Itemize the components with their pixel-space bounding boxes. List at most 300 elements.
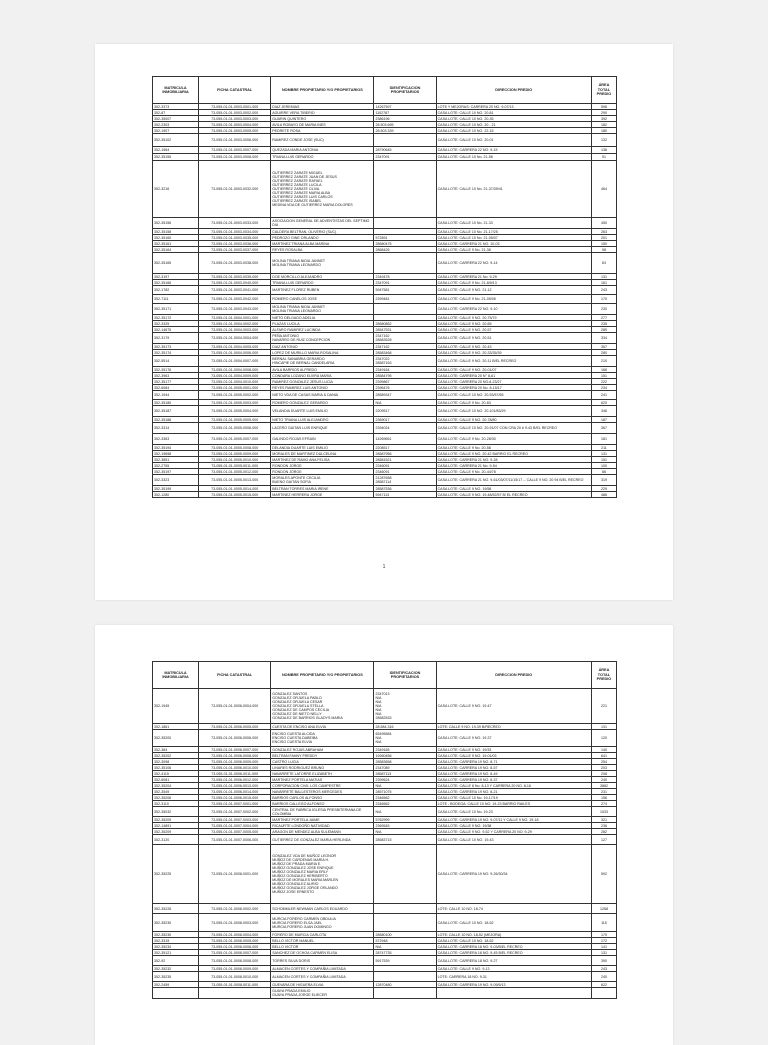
- cell-nombre: REYES RAMIREZ LUIS ANTONIO: [271, 385, 374, 391]
- cell-ficha: 73-055-01-01-0003-0032-000: [199, 161, 271, 218]
- cell-matricula: 352-35200: [153, 730, 199, 747]
- cell-area: 641: [591, 753, 616, 759]
- table-row: [153, 356, 617, 367]
- cell-identificacion: 2346091: [374, 469, 436, 475]
- cell-ficha: 73-055-01-01-0005-0010-000: [199, 457, 271, 463]
- cell-identificacion: N/A: [374, 400, 436, 406]
- cell-direccion: CASA LOTE: CALLE 9 NO. 19/58: [436, 486, 591, 492]
- cell-matricula: 352-35174: [153, 350, 199, 356]
- table-row: [153, 218, 617, 229]
- cell-nombre: PEDRETE ROSA: [271, 128, 374, 134]
- cell-direccion: CASA LOTE: CARRERA 21 NO. 9-61/03/07/11/15/17 -- CALLE 9 NO. 20 94 B/EL RECREO: [436, 475, 591, 486]
- cell-direccion: CASA LOTE: CARRERA 22 NO. 9-10: [436, 304, 591, 315]
- cell-matricula: 352-3120: [153, 835, 199, 845]
- cell-identificacion: 2347089: [374, 765, 436, 771]
- cell-area: 596: [591, 104, 616, 110]
- cell-identificacion: 12870480: [374, 982, 436, 988]
- cell-identificacion: 572948: [374, 938, 436, 944]
- cell-direccion: CASA LOTE: CALLE 9 NO. 20-51: [436, 333, 591, 344]
- table-header-row: [153, 662, 617, 689]
- cell-ficha: 73-055-01-01-0006-0005-000: [199, 724, 271, 730]
- cell-nombre: AVILA BARRIOS ALFREDO: [271, 367, 374, 373]
- cell-identificacion: 2347162: [374, 344, 436, 350]
- cell-direccion: CASA LOTE: CALLE 9 No. 21-05/06: [436, 295, 591, 304]
- cell-ficha: 73-055-01-01-0003-0002-000: [199, 110, 271, 116]
- cell-matricula: 352-35106: [153, 765, 199, 771]
- cell-direccion: CASA LOTE: CARRERA 21 NO. 10-03: [436, 241, 591, 247]
- cell-direccion: CASA LOTE: CALLE 10 No. 21-33: [436, 218, 591, 229]
- cell-identificacion: N/A: [374, 807, 436, 817]
- cell-nombre: LOPEZ DE MURILLO MARIA ROSALINA: [271, 350, 374, 356]
- cell-direccion: CASA LOTE: CALLE 9 No. 20-28/30: [436, 434, 591, 445]
- cell-ficha: 73-055-01-01-0008-0001-000: [199, 845, 271, 904]
- cell-identificacion: 28.584.316: [374, 724, 436, 730]
- cell-identificacion: 28790645: [374, 147, 436, 154]
- cell-direccion: CASA LOTE: CALLE 10 NO. 18-52: [436, 938, 591, 944]
- cell-direccion: CASA LOTE: CALLE 10 NO. 20-101/83/29: [436, 406, 591, 417]
- cell-ficha: 73-055-01-01-0004-0010-000: [199, 379, 271, 385]
- cell-identificacion: [374, 253, 436, 274]
- cell-direccion: CASA LOTE: CALLE 10 NO. 20-35: [436, 116, 591, 122]
- cell-identificacion: 5917539: [374, 956, 436, 966]
- cell-identificacion: 2347091: [374, 154, 436, 161]
- cell-matricula: 352-35234: [153, 944, 199, 950]
- cell-area: 115: [591, 914, 616, 932]
- cell-identificacion: 2369545: [374, 823, 436, 829]
- cell-nombre: SCHOMMLER NEWMAN CARLOS EDUARDO: [271, 904, 374, 914]
- cell-area: 211: [591, 445, 616, 451]
- cell-matricula: 352-2459: [153, 982, 199, 988]
- cell-matricula: 352-35155: [153, 154, 199, 161]
- cell-matricula: 352-35176: [153, 367, 199, 373]
- cell-area: 277: [591, 315, 616, 321]
- cell-ficha: 73-055-01-01-0004-0009-000: [199, 373, 271, 379]
- cell-nombre: TRIANA LUIS GERARDO: [271, 154, 374, 161]
- cell-ficha: 73-055-01-01-0003-0008-000: [199, 154, 271, 161]
- cell-direccion: CASA LOTE: CALLE 9 NO. 19/33: [436, 747, 591, 753]
- table-row: [153, 154, 617, 161]
- cell-nombre: BELLO VICTOR MANUEL: [271, 938, 374, 944]
- cell-matricula: 352-3319: [153, 938, 199, 944]
- cell-ficha: 73-055-01-01-0007-0001-000: [199, 801, 271, 807]
- cell-matricula: 352-35032: [153, 807, 199, 817]
- cell-nombre: TRIANA LUIS GERARDO: [271, 280, 374, 286]
- cell-matricula: 352-35206: [153, 795, 199, 801]
- cell-nombre: BARRIOS CARLOS ALFONSO: [271, 795, 374, 801]
- cell-area: 100: [591, 463, 616, 469]
- cell-area: 231: [591, 789, 616, 795]
- cell-matricula: 352-35230: [153, 932, 199, 938]
- cell-nombre: ALMACEN CORTES Y COMPAÑIA LIMITADA: [271, 966, 374, 972]
- cell-matricula: 352-19698: [153, 451, 199, 457]
- cell-nombre: PEÑA ANTONIO NAVARRO DE RUIZ CONCEPCION: [271, 333, 374, 344]
- cell-ficha: 73-055-01-01-0007-0005-000: [199, 829, 271, 835]
- header-matricula: MATRICULA INMOBILIARIA: [153, 77, 199, 104]
- table-row: [153, 286, 617, 295]
- cell-matricula: 352-2303: [153, 122, 199, 128]
- cell-direccion: CASA LOTE: CARRERA 19 NO. 8-21: [436, 789, 591, 795]
- cell-identificacion: 2394024: [374, 423, 436, 434]
- table-row: [153, 807, 617, 817]
- cell-area: 187: [591, 417, 616, 423]
- cell-matricula: 352-35204: [153, 783, 199, 789]
- header-ficha: FICHA CATASTRAL: [199, 77, 271, 104]
- cell-ficha: 73-055-01-01-0004-0002-000: [199, 321, 271, 327]
- cell-direccion: CASA LOTE: CALLE 9 NO. 19-48/52/57 B/ EL RECREO: [436, 492, 591, 498]
- cell-matricula: 352-3179: [153, 333, 199, 344]
- cell-identificacion: 2346562: [374, 795, 436, 801]
- cell-nombre: MURCIA FORERO CARMEN OBDULIA MURCIA FORERO ELSA JAEL MURCIA FORERO JUAN DOMINGO: [271, 914, 374, 932]
- cell-ficha: 73-055-01-01-0006-0010-000: [199, 765, 271, 771]
- cell-ficha: 73-055-01-01-0005-0011-000: [199, 463, 271, 469]
- cell-matricula: 352-35164: [153, 247, 199, 253]
- cell-area: 240: [591, 777, 616, 783]
- cell-identificacion: 28583658: [374, 759, 436, 765]
- cell-ficha: 73-055-01-01-0004-0004-000: [199, 333, 271, 344]
- table-row: [153, 492, 617, 498]
- cell-area: 182: [591, 122, 616, 128]
- cell-area: 181: [591, 434, 616, 445]
- cell-direccion: CASA LOTE: CARRERA 19 NO. 9-07/11 Y CALLE 9 NO. 19-18: [436, 817, 591, 823]
- cell-area: 141: [591, 944, 616, 950]
- cell-nombre: ARAGON DE MENDEZ ALBA SULEMANN: [271, 829, 374, 835]
- cell-area: 243: [591, 966, 616, 972]
- cell-matricula: 352-35158: [153, 229, 199, 235]
- cell-identificacion: 572891: [374, 235, 436, 241]
- header-matricula: MATRICULA INMOBILIARIA: [153, 662, 199, 689]
- cell-identificacion: [374, 161, 436, 218]
- cell-ficha: 73-055-01-01-0003-0042-000: [199, 295, 271, 304]
- cell-ficha: 73-055-01-01-0003-0040-000: [199, 280, 271, 286]
- cell-ficha: 73-055-01-01-0008-0011-000: [199, 982, 271, 988]
- cell-area: 620: [591, 400, 616, 406]
- table-row: [153, 253, 617, 274]
- cell-area: 274: [591, 801, 616, 807]
- cell-area: 131: [591, 724, 616, 730]
- cell-direccion: CASA LOTE: CALLE 10 NO. 20 - 21: [436, 122, 591, 128]
- cell-ficha: 73-055-01-01-0003-0041-000: [199, 286, 271, 295]
- cell-identificacion: N/A: [374, 783, 436, 789]
- cell-matricula: 352-4115: [153, 771, 199, 777]
- cell-identificacion: 2396476: [374, 385, 436, 391]
- cell-ficha: 73-055-01-01-0003-0033-000: [199, 218, 271, 229]
- cell-nombre: GONZALEZ ROJAS ABRAHAM: [271, 747, 374, 753]
- cell-nombre: MARTINEZ TRIANA ALBA MARINA: [271, 241, 374, 247]
- cell-ficha: 73-055-01-01-0005-0009-000: [199, 451, 271, 457]
- cell-direccion: LOTE: CALLE 10 NO. 18-74: [436, 904, 591, 914]
- cell-identificacion: 2208517: [374, 445, 436, 451]
- table-row: [153, 161, 617, 218]
- cell-identificacion: [374, 972, 436, 982]
- cell-matricula: 352-35235: [153, 972, 199, 982]
- cell-matricula: 352-35230: [153, 914, 199, 932]
- cell-area: 240: [591, 972, 616, 982]
- cell-ficha: 73-055-01-01-0007-0003-000: [199, 817, 271, 823]
- cell-ficha: 73-055-01-01-0008-0005-000: [199, 938, 271, 944]
- cell-direccion: CASA LOTE: CALLE 10 No. 19-17/19: [436, 795, 591, 801]
- cell-nombre: GONZALEZ VDA DE MUÑOZ LEONOR MUÑOZ DE CARDENAS MARIA H. MUÑOZ DE PRADA MARIA E. MUÑOZ GONZALEZ JOSE ENRIQUE MUÑOZ GONZALEZ MARIA ERLY MUÑOZ GONZALEZ HERIBERTO MUÑOZ DE MORALES MARIA MARLEN MUÑOZ GONZALEZ ALIRIO MUÑOZ GONZALEZ JORGE ORLANDO MUÑOZ JOSE ERNESTO: [271, 845, 374, 904]
- property-table-page-2: [152, 661, 617, 999]
- cell-nombre: GUARIN QUINTERO: [271, 116, 374, 122]
- cell-direccion: CASA LOTE: CALLE 9 NO. 20-42 BARRIO EL RECREO: [436, 451, 591, 457]
- cell-ficha: 73-055-01-01-0004-0008-000: [199, 367, 271, 373]
- cell-direccion: LOTE: CALLE 10 NO. 18-52 (MEJORA): [436, 932, 591, 938]
- table-row: [153, 304, 617, 315]
- cell-direccion: CASA LOTE: CALLE 9 NO. 19-47: [436, 689, 591, 724]
- header-area: ÁREA TOTAL PREDIO: [591, 77, 616, 104]
- cell-matricula: 352-35177: [153, 379, 199, 385]
- cell-direccion: CASA LOTE: CALLE 8 No. 8-13 Y CARRERA 20 NO. 8-16: [436, 783, 591, 789]
- cell-matricula: 352-384: [153, 747, 199, 753]
- cell-direccion: CASA LOTE: CALLE 9 NO. 19/38: [436, 823, 591, 829]
- cell-nombre: GUTIERREZ DE GONZALEZ MARIA HERLINDA: [271, 835, 374, 845]
- cell-identificacion: [374, 904, 436, 914]
- cell-ficha: 73-055-01-01-0005-0003-000: [199, 400, 271, 406]
- cell-direccion: CASA LOTE: CALLE 10 NO. 22-15: [436, 128, 591, 134]
- table-row: [153, 434, 617, 445]
- cell-ficha: 73-055-01-01-0005-0006-000: [199, 423, 271, 434]
- cell-area: 208: [591, 771, 616, 777]
- cell-direccion: CASA LOTE: CARRERA 21 No. 9-54: [436, 463, 591, 469]
- cell-direccion: CASA LOTE: CARRERA 19 NO. 8-71: [436, 759, 591, 765]
- cell-ficha: 73-055-01-01-0008-0008-000: [199, 956, 271, 966]
- cell-ficha: 73-055-01-01-0008-0004-000: [199, 932, 271, 938]
- cell-matricula: 352-35173: [153, 344, 199, 350]
- cell-ficha: 73-055-01-01-0006-0008-000: [199, 753, 271, 759]
- cell-nombre: MOLINA TRIANA NIDIA JANNET MOLINA TRIANA LEONARDO: [271, 304, 374, 315]
- cell-identificacion: 28.503.695: [374, 122, 436, 128]
- cell-nombre: MORALES DE MARTINEZ DULCELINA: [271, 451, 374, 457]
- table-row: [153, 147, 617, 154]
- cell-matricula: 352-35225: [153, 845, 199, 904]
- cell-identificacion: 28587536: [374, 486, 436, 492]
- cell-area: 161: [591, 280, 616, 286]
- cell-matricula: 352-35160: [153, 235, 199, 241]
- cell-ficha: 73-055-01-01-0005-0007-000: [199, 434, 271, 445]
- cell-nombre: CONDARA LOZANO ELVIRA MARIA: [271, 373, 374, 379]
- cell-identificacion: 2386196: [374, 116, 436, 122]
- cell-area: 234: [591, 385, 616, 391]
- cell-matricula: 352-35166: [153, 280, 199, 286]
- cell-nombre: ENCISO CUESTA ALCIDA ENCISO CUESTA DABEIBA ENCISO CUESTA ELVIA: [271, 730, 374, 747]
- cell-matricula: 352-35187: [153, 406, 199, 417]
- cell-area: 170: [591, 932, 616, 938]
- cell-direccion: LOTE Y MEJORAS: CARRERA 20 NO. 9-07/13: [436, 104, 591, 110]
- cell-direccion: CASA LOTE: CARRERA 19 NO. 8-57: [436, 765, 591, 771]
- cell-nombre: MOLINA TRIANA NIDIA JANNET MOLINA TRIANA LEONARDO: [271, 253, 374, 274]
- cell-identificacion: 28580852: [374, 321, 436, 327]
- cell-matricula: 352-92: [153, 956, 199, 966]
- cell-matricula: 352-87: [153, 110, 199, 116]
- cell-direccion: CASA LOTE: CARRERA 20 NO.8-23/27: [436, 379, 591, 385]
- cell-area: 132: [591, 134, 616, 147]
- cell-ficha: 73-055-01-01-0003-0005-000: [199, 128, 271, 134]
- cell-area: 592: [591, 845, 616, 904]
- cell-identificacion: [374, 304, 436, 315]
- cell-area: 230: [591, 304, 616, 315]
- cell-identificacion: 5762999: [374, 817, 436, 823]
- cell-matricula: 352-35197: [153, 469, 199, 475]
- cell-area: 390: [591, 956, 616, 966]
- cell-area: 357: [591, 344, 616, 350]
- cell-area: 172: [591, 938, 616, 944]
- cell-direccion: CASA LOTE: CALLE 9 NO. 20-57: [436, 327, 591, 333]
- cell-nombre: DELANDIA DUARTE LUIS EMILIO: [271, 445, 374, 451]
- cell-area: 464: [591, 161, 616, 218]
- cell-ficha: 73-055-01-01-0008-0003-000: [199, 914, 271, 932]
- cell-identificacion: 14267597: [374, 104, 436, 110]
- cell-direccion: LOTE: CALLE 9 NO. 19-39 B/RECREO: [436, 724, 591, 730]
- cell-identificacion: 2399481: [374, 295, 436, 304]
- cell-nombre: MARTINEZ HERRERA JORGE: [271, 492, 374, 498]
- cell-identificacion: 65495584 N/A N/A: [374, 730, 436, 747]
- cell-area: 334: [591, 333, 616, 344]
- cell-matricula: 352-1945: [153, 689, 199, 724]
- cell-direccion: CASA LOTE: CALLE 10 No. 21-37/39/41: [436, 161, 591, 218]
- cell-direccion: CASA LOTE: CALLE 10 No. 21-05/07: [436, 235, 591, 241]
- cell-nombre: BELTRAN TORRES MARIA IRENE: [271, 486, 374, 492]
- cell-identificacion: 28584795: [374, 373, 436, 379]
- cell-identificacion: 28581521: [374, 457, 436, 463]
- cell-area: 127: [591, 835, 616, 845]
- cell-identificacion: 14269651: [374, 434, 436, 445]
- cell-matricula: 352-3216: [153, 161, 199, 218]
- cell-matricula: 352-35121: [153, 950, 199, 956]
- cell-direccion: CASA LOTE: CALLE 9 NO. 20-75/79: [436, 315, 591, 321]
- cell-matricula: 352-3323: [153, 475, 199, 486]
- cell-identificacion: 21287658 28587114: [374, 475, 436, 486]
- cell-direccion: LOTE: CARRERA 18 NO. 9-31: [436, 972, 591, 982]
- header-direccion: DIRECCION PREDIO: [436, 77, 591, 104]
- cell-matricula: 352-35102: [153, 134, 199, 147]
- cell-matricula: 352-3098: [153, 759, 199, 765]
- page-number: 1: [382, 564, 386, 570]
- cell-direccion: CASA LOTE: CALLE 10 NO. 18-52: [436, 914, 591, 932]
- cell-area: 367: [591, 423, 616, 434]
- cell-identificacion: 2399867: [374, 379, 436, 385]
- header-direccion: DIRECCION PREDIO: [436, 662, 591, 689]
- cell-identificacion: 28587956: [374, 451, 436, 457]
- cell-identificacion: 2349478: [374, 274, 436, 280]
- cell-area: 136: [591, 147, 616, 154]
- cell-ficha: 73-055-01-01-0004-0001-000: [199, 315, 271, 321]
- cell-nombre: PLAZAS LUCILA: [271, 321, 374, 327]
- cell-matricula: 352-7111: [153, 295, 199, 304]
- cell-area: 319: [591, 475, 616, 486]
- cell-identificacion: 28580100: [374, 932, 436, 938]
- cell-matricula: 352-6081: [153, 777, 199, 783]
- cell-nombre: MARTINEZ DE RAMO ANA FELISA: [271, 457, 374, 463]
- cell-direccion: CASA LOTE: CARRERA 18 NO. 9-03/B/EL RECREO: [436, 944, 591, 950]
- cell-nombre: CUESTA DE ENCISO ANA ELVIA: [271, 724, 374, 730]
- table-row: [153, 333, 617, 344]
- cell-direccion: CASA LOTE: CARRERA 20 N° 8-61: [436, 373, 591, 379]
- cell-area: 392: [591, 116, 616, 122]
- cell-nombre: BERNAL SANABRIA GERARDO HINCAPIE DE BERNAL CANDELARIA: [271, 356, 374, 367]
- cell-area: 263: [591, 229, 616, 235]
- cell-direccion: CASA LOTE: CARRERA 19 NO. 8-49: [436, 771, 591, 777]
- cell-nombre: RONDON JORGE: [271, 469, 374, 475]
- cell-area: 280: [591, 350, 616, 356]
- cell-ficha: 73-055-01-01-0008-0007-000: [199, 950, 271, 956]
- cell-direccion: CASA LOTE: CALLE 10 No. 21-17/25: [436, 229, 591, 235]
- cell-ficha: 73-055-01-01-0003-0003-000: [199, 116, 271, 122]
- cell-ficha: 73-055-01-01-0008-0002-000: [199, 904, 271, 914]
- cell-matricula: 352-35172: [153, 315, 199, 321]
- cell-ficha: 73-055-01-01-0005-0001-000: [199, 385, 271, 391]
- table-body-page-2: [153, 689, 617, 999]
- cell-matricula: 352-35199: [153, 486, 199, 492]
- cell-nombre: TORRES SILVA DORIS: [271, 956, 374, 966]
- document-page-2: [95, 625, 673, 1045]
- cell-area: 140: [591, 747, 616, 753]
- cell-direccion: CASA LOTE: CARRERA 21 NO. 9-28: [436, 457, 591, 463]
- cell-direccion: CASA LOTE: CALLE 9 No. 21-38: [436, 247, 591, 253]
- cell-direccion: CASA LOTE: CALLE 10 NO. 19-43: [436, 835, 591, 845]
- cell-matricula: 352-35209: [153, 829, 199, 835]
- cell-direccion: CASA LOTE: CALLE 9 NO. 20-33/35/39: [436, 350, 591, 356]
- cell-area: 3882: [591, 783, 616, 789]
- cell-identificacion: N/A: [374, 944, 436, 950]
- cell-identificacion: 28583468: [374, 350, 436, 356]
- cell-ficha: 73-055-01-01-0005-0015-000: [199, 492, 271, 498]
- cell-matricula: 352-35171: [153, 304, 199, 315]
- cell-matricula: 352-6084: [153, 385, 199, 391]
- cell-nombre: RICAURTE LONDOÑO NATIVIDAD: [271, 823, 374, 829]
- cell-ficha: 73-055-01-01-0004-0006-000: [199, 350, 271, 356]
- cell-ficha: 73-055-01-01-0007-0006-000: [199, 835, 271, 845]
- cell-matricula: 352-14891: [153, 823, 199, 829]
- cell-identificacion: 2346091: [374, 463, 436, 469]
- cell-matricula: [153, 988, 199, 999]
- cell-identificacion: 5947113: [374, 492, 436, 498]
- cell-matricula: 352-35202: [153, 753, 199, 759]
- cell-area: 91: [591, 154, 616, 161]
- cell-identificacion: [374, 845, 436, 904]
- cell-area: 229: [591, 486, 616, 492]
- cell-nombre: CALDERA BELTRAN, OLIVERIO (SUC): [271, 229, 374, 235]
- cell-area: 622: [591, 982, 616, 988]
- table-header-row: [153, 77, 617, 104]
- cell-ficha: 73-055-01-01-0003-0001-000: [199, 104, 271, 110]
- cell-matricula: 352-3373: [153, 104, 199, 110]
- cell-ficha: 73-055-01-01-0003-0038-000: [199, 253, 271, 274]
- cell-area: 98: [591, 247, 616, 253]
- cell-ficha: 73-055-01-01-0005-0008-000: [199, 445, 271, 451]
- cell-direccion: CASA LOTE: CALLE 9 NO. 21-12: [436, 286, 591, 295]
- cell-identificacion: 28589347: [374, 391, 436, 400]
- cell-nombre: GALINDO ROJAS EFRAIN: [271, 434, 374, 445]
- table-row: [153, 423, 617, 434]
- cell-area: 201: [591, 235, 616, 241]
- cell-ficha: 73-055-01-01-0004-0007-000: [199, 356, 271, 367]
- cell-identificacion: 2399524: [374, 777, 436, 783]
- cell-ficha: 73-055-01-01-0006-0011-000: [199, 771, 271, 777]
- cell-matricula: 352-35188: [153, 417, 199, 423]
- cell-nombre: QUEZADA MARIA ANTONIA: [271, 147, 374, 154]
- cell-direccion: CASA LOTE: CALLE 9 NO. 20-43: [436, 344, 591, 350]
- cell-identificacion: [374, 134, 436, 147]
- cell-nombre: GUEVARA DE HIGUERA ELVIA: [271, 982, 374, 988]
- cell-matricula: 352-35194: [153, 445, 199, 451]
- table-row: [153, 835, 617, 845]
- cell-nombre: NIETO DELGADO ADELIA: [271, 315, 374, 321]
- cell-direccion: CASA LOTE: CALLE 9 NO. 9-52 Y CARRERA 20 NO. 9-29: [436, 829, 591, 835]
- cell-ficha: [199, 988, 271, 999]
- cell-area: 151: [591, 457, 616, 463]
- cell-nombre: NIETO TRIANA LUIS ALEJANDRO: [271, 417, 374, 423]
- cell-identificacion: [374, 988, 436, 999]
